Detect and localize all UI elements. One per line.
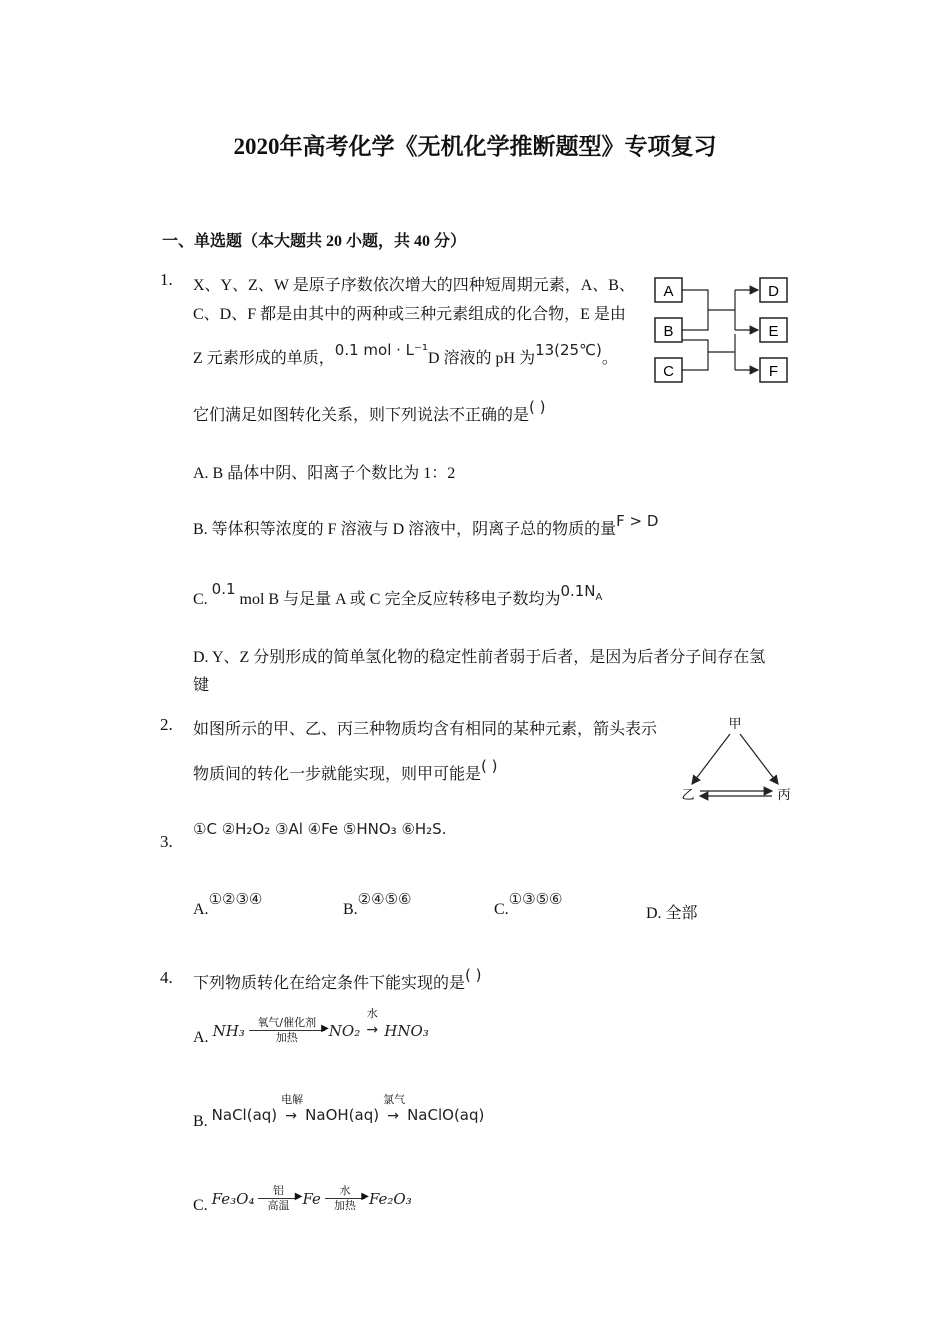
node-jia: 甲: [728, 717, 742, 732]
label-d: D: [768, 283, 779, 300]
species: NO₂: [328, 1022, 361, 1040]
concentration-formula: 0.1 mol · L⁻¹: [334, 341, 428, 359]
option-d: D. 全部: [646, 905, 698, 922]
question-number: 2.: [160, 715, 173, 734]
reaction-arrow: 水 ▶ 加热: [325, 1198, 365, 1199]
triangle-diagram: [680, 712, 795, 804]
answer-parentheses: ( ): [465, 966, 482, 984]
question-text-line: [193, 341, 618, 368]
label-f: F: [768, 363, 779, 380]
math-fragment: F > D: [616, 512, 659, 530]
text-fragment: 物质间的转化一步就能实现，则甲可能是: [193, 766, 482, 783]
section-heading: 一、单选题（本大题共 20 小题，共 40 分）: [162, 233, 467, 250]
option-label: B.: [343, 901, 358, 918]
transformation-diagram: [650, 272, 795, 388]
node-yi: 乙: [681, 788, 695, 803]
option-b: [193, 512, 659, 539]
node-bing: 丙: [777, 788, 791, 803]
question-text-line: X、Y、Z、W 是原子序数依次增大的四种短周期元素，A、B、: [193, 277, 635, 294]
option-b: [193, 1093, 485, 1131]
text-fragment: D 溶液的 pH 为: [427, 350, 536, 367]
math-fragment: 0.1: [211, 580, 236, 598]
species: NaCl(aq): [211, 1106, 278, 1124]
question-number: 3.: [160, 832, 173, 851]
species: NaOH(aq): [305, 1106, 380, 1124]
arrow-condition-top: 水: [339, 1183, 351, 1197]
option-d-line1: D. Y、Z 分别形成的简单氢化物的稳定性前者弱于后者，是因为后者分子间存在氢: [193, 649, 766, 666]
answer-parentheses: ( ): [481, 757, 498, 775]
ph-value: 13(25℃): [535, 341, 602, 359]
option-c: [193, 580, 603, 611]
species: HNO₃: [384, 1022, 429, 1040]
page-title: 2020年高考化学《无机化学推断题型》专项复习: [233, 134, 717, 159]
question-text-line: [193, 398, 546, 425]
text-fragment: 。: [601, 350, 618, 367]
option-label: B.: [193, 1113, 208, 1130]
option-a: A. B 晶体中阴、阳离子个数比为 1：2: [193, 465, 456, 482]
question-number: 4.: [160, 968, 173, 987]
text-fragment: 下列物质转化在给定条件下能实现的是: [193, 975, 466, 992]
arrow-condition-top: 氧气/催化剂: [257, 1015, 317, 1029]
option-c: [193, 1183, 412, 1215]
question-number: 1.: [160, 270, 173, 289]
option-b: [343, 890, 412, 919]
option-c: [494, 890, 563, 919]
subscript: A: [595, 592, 603, 603]
species: Fe: [302, 1190, 321, 1208]
label-e: E: [768, 323, 779, 340]
text-fragment: 它们满足如图转化关系，则下列说法不正确的是: [193, 407, 530, 424]
reaction-arrow: 铝 ▶ 高温: [258, 1198, 298, 1199]
question-text-line: C、D、F 都是由其中的两种或三种元素组成的化合物，E 是由: [193, 306, 626, 323]
arrow-condition-top: 水: [366, 1007, 378, 1021]
question-text-line: 如图所示的甲、乙、丙三种物质均含有相同的某种元素，箭头表示: [193, 721, 658, 738]
reaction-arrow: 氯气 →: [383, 1093, 406, 1125]
text-fragment: B. 等体积等浓度的 F 溶液与 D 溶液中，阴离子总的物质的量: [193, 521, 617, 538]
text-fragment: Z 元素形成的单质，: [193, 350, 335, 367]
arrow-condition-bottom: 加热: [333, 1198, 356, 1212]
species: NaClO(aq): [407, 1106, 485, 1124]
arrow-condition-bottom: 高温: [267, 1198, 290, 1212]
question-text-line: [193, 757, 498, 784]
species: NH₃: [212, 1022, 245, 1040]
option-d-line2: 键: [193, 677, 210, 694]
reaction-arrow: 电解 →: [281, 1093, 304, 1125]
option-value: ①②③④: [208, 890, 263, 908]
species: Fe₃O₄: [211, 1190, 255, 1208]
question-text-line: [193, 966, 482, 993]
option-label: C.: [193, 591, 208, 608]
option-a: [193, 1007, 429, 1047]
option-label: A.: [193, 901, 209, 918]
math-fragment: 0.1N: [560, 582, 596, 600]
answer-parentheses: ( ): [529, 398, 546, 416]
reaction-arrow: 水 →: [364, 1021, 380, 1039]
option-value: ②④⑤⑥: [357, 890, 412, 908]
reaction-arrow: 氧气/催化剂 ▶ 加热: [249, 1030, 325, 1031]
label-c: C: [663, 363, 674, 380]
arrow-condition-top: 电解: [281, 1093, 304, 1107]
arrow-condition-bottom: 加热: [275, 1030, 298, 1044]
candidate-list: ①C ②H₂O₂ ③Al ④Fe ⑤HNO₃ ⑥H₂S.: [193, 820, 447, 838]
option-a: [193, 890, 263, 919]
option-label: A.: [193, 1029, 209, 1046]
label-b: B: [663, 323, 674, 340]
arrow-condition-top: 铝: [272, 1183, 284, 1197]
option-label: C.: [494, 901, 509, 918]
option-label: C.: [193, 1197, 208, 1214]
label-a: A: [663, 283, 674, 300]
math-fragment: [560, 582, 603, 603]
arrow-condition-top: 氯气: [383, 1093, 406, 1107]
text-fragment: mol B 与足量 A 或 C 完全反应转移电子数均为: [239, 591, 561, 608]
species: Fe₂O₃: [368, 1190, 412, 1208]
option-value: ①③⑤⑥: [508, 890, 563, 908]
